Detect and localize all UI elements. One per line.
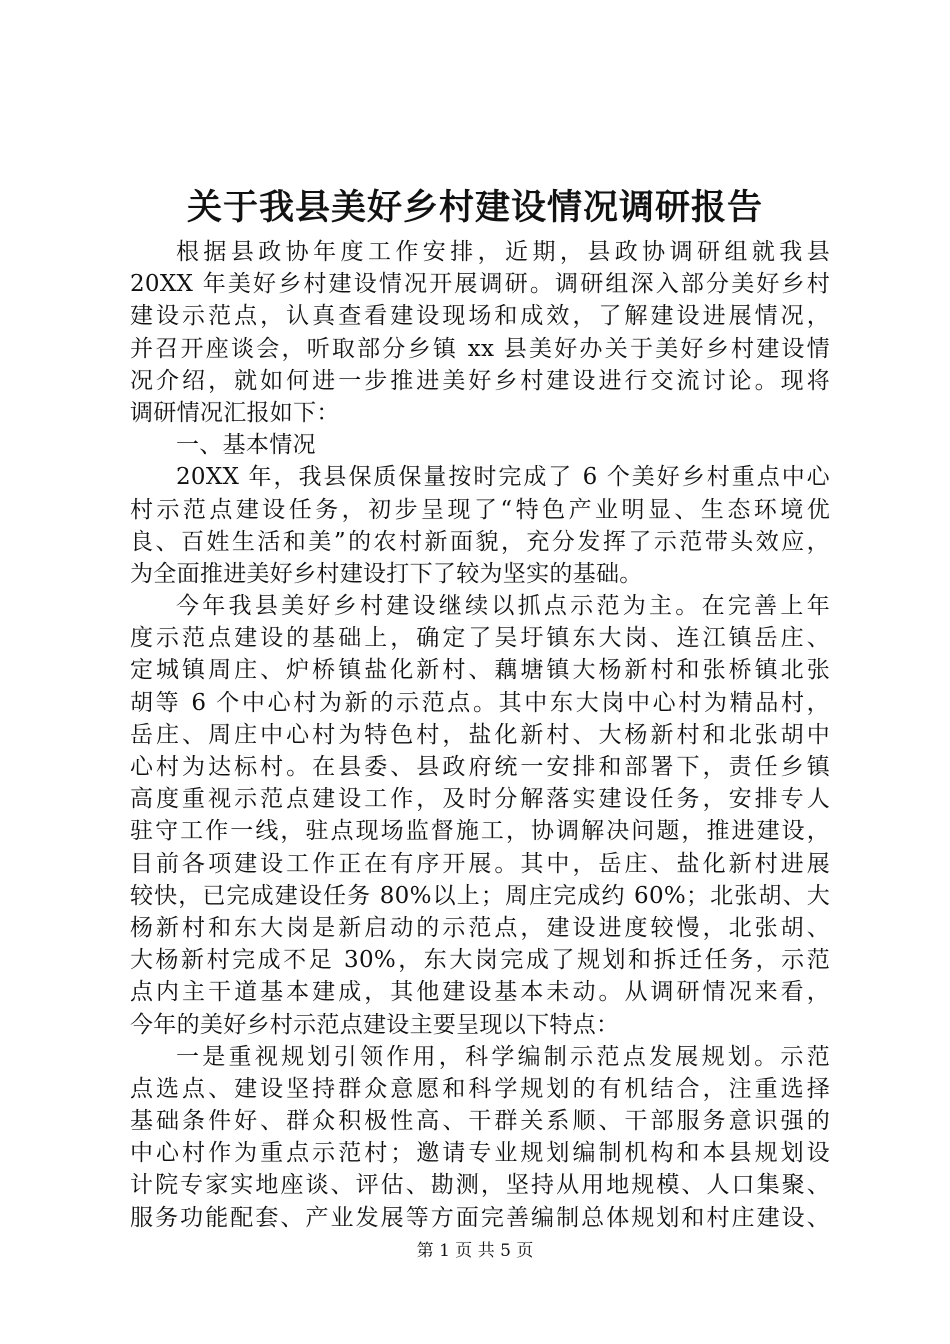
text-line: 胡等 6 个中心村为新的示范点。其中东大岗中心村为精品村， (130, 689, 830, 716)
text-line: 计院专家实地座谈、评估、勘测，坚持从用地规模、人口集聚、 (130, 1172, 830, 1199)
text-line: 为全面推进美好乡村建设打下了较为坚实的基础。 (130, 560, 643, 587)
text-line: 建设示范点，认真查看建设现场和成效，了解建设进展情况， (130, 303, 830, 330)
text-line: 根据县政协年度工作安排，近期，县政协调研组就我县 (176, 239, 830, 265)
text-line: 今年的美好乡村示范点建设主要呈现以下特点： (130, 1011, 620, 1038)
page-number-footer: 第 1 页 共 5 页 (416, 1241, 534, 1261)
text-line: 服务功能配套、产业发展等方面完善编制总体规划和村庄建设、 (130, 1204, 830, 1231)
text-line: 杨新村和东大岗是新启动的示范点，建设进度较慢，北张胡、 (130, 914, 830, 941)
text-line: 一是重视规划引领作用，科学编制示范点发展规划。示范 (176, 1043, 830, 1070)
text-line: 基础条件好、群众积极性高、干群关系顺、干部服务意识强的 (130, 1108, 830, 1135)
text-line: 并召开座谈会，听取部分乡镇 xx 县美好办关于美好乡村建设情 (130, 335, 830, 362)
text-line: 驻守工作一线，驻点现场监督施工，协调解决问题，推进建设， (130, 818, 830, 845)
text-line: 心村为达标村。在县委、县政府统一安排和部署下，责任乡镇 (130, 754, 830, 780)
text-line: 良、百姓生活和美”的农村新面貌，充分发挥了示范带头效应， (130, 528, 830, 555)
document-title: 关于我县美好乡村建设情况调研报告 (186, 187, 763, 228)
text-line: 高度重视示范点建设工作，及时分解落实建设任务，安排专人 (130, 786, 830, 813)
text-line: 目前各项建设工作正在有序开展。其中，岳庄、盐化新村进展 (130, 850, 830, 877)
text-line: 点内主干道基本建成，其他建设基本未动。从调研情况来看， (130, 979, 830, 1006)
text-line: 岳庄、周庄中心村为特色村，盐化新村、大杨新村和北张胡中 (130, 721, 830, 748)
document-body (130, 236, 830, 1234)
text-line: 中心村作为重点示范村；邀请专业规划编制机构和本县规划设 (130, 1140, 830, 1167)
text-line: 点选点、建设坚持群众意愿和科学规划的有机结合，注重选择 (130, 1075, 830, 1102)
section-heading: 一、基本情况 (176, 432, 316, 459)
text-line: 20XX 年，我县保质保量按时完成了 6 个美好乡村重点中心 (176, 464, 830, 491)
text-line: 较快，已完成建设任务 80%以上；周庄完成约 60%；北张胡、大 (130, 882, 830, 909)
text-line: 况介绍，就如何进一步推进美好乡村建设进行交流讨论。现将 (130, 367, 830, 394)
text-line: 大杨新村完成不足 30%，东大岗完成了规划和拆迁任务，示范 (130, 947, 830, 974)
text-line: 村示范点建设任务，初步呈现了“特色产业明显、生态环境优 (130, 496, 830, 523)
text-line: 20XX 年美好乡村建设情况开展调研。调研组深入部分美好乡村 (130, 271, 830, 298)
text-line: 今年我县美好乡村建设继续以抓点示范为主。在完善上年 (176, 593, 830, 620)
text-line: 度示范点建设的基础上，确定了吴圩镇东大岗、连江镇岳庄、 (130, 625, 830, 652)
text-line: 定城镇周庄、炉桥镇盐化新村、藕塘镇大杨新村和张桥镇北张 (130, 657, 830, 684)
text-line: 调研情况汇报如下： (130, 399, 340, 426)
